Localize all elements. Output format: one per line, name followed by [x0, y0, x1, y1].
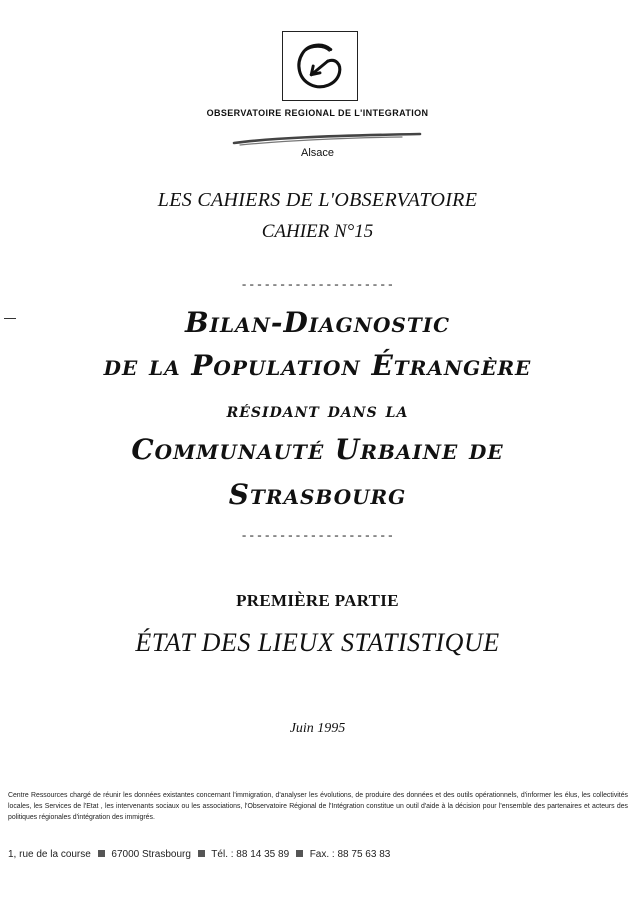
- publication-date: Juin 1995: [289, 721, 346, 736]
- address-city: 67000 Strasbourg: [111, 849, 191, 860]
- organization-name: OBSERVATOIRE REGIONAL DE L'INTEGRATION: [206, 108, 429, 118]
- title-line-4: Communauté Urbaine de: [131, 433, 504, 466]
- title-line-5: Strasbourg: [228, 478, 407, 511]
- separator-top: --------------------: [240, 278, 395, 292]
- series-title: LES CAHIERS DE L'OBSERVATOIRE: [157, 189, 478, 211]
- title-line-1: Bilan-Diagnostic: [184, 306, 451, 339]
- square-bullet-icon: [98, 850, 105, 857]
- address-phone: Tél. : 88 14 35 89: [211, 849, 290, 860]
- square-bullet-icon: [198, 850, 205, 857]
- brush-stroke-divider: [232, 130, 422, 148]
- part-label: PREMIÈRE PARTIE: [236, 591, 399, 610]
- address-street: 1, rue de la course: [8, 849, 91, 860]
- observatory-logo: [282, 31, 358, 101]
- square-bullet-icon: [296, 850, 303, 857]
- part-subtitle: ÉTAT DES LIEUX STATISTIQUE: [135, 628, 500, 657]
- footer-description: Centre Ressources chargé de réunir les données existantes concernant l'immigration, d'analyser les évolutions, de produire des données et des outils opérationnels, d'informer les élus, les collectivités locales, les Services de l'Etat , les intervenants sociaux ou les associations, l'Observatoire Régional de l'Intégration constitue un outil d'aide à la décision pour l'ensemble des partenaires et acteurs des politiques régionales d'intégration des immigrés.: [8, 792, 628, 821]
- issue-number: CAHIER N°15: [261, 221, 374, 242]
- separator-bottom: --------------------: [240, 529, 395, 543]
- logo-swirl-icon: [283, 32, 357, 100]
- address-fax: Fax. : 88 75 63 83: [309, 849, 391, 860]
- title-line-2: de la Population Étrangère: [103, 349, 532, 382]
- title-line-3: résidant dans la: [226, 398, 409, 422]
- footer-address: [8, 849, 390, 860]
- region-label: Alsace: [300, 147, 335, 159]
